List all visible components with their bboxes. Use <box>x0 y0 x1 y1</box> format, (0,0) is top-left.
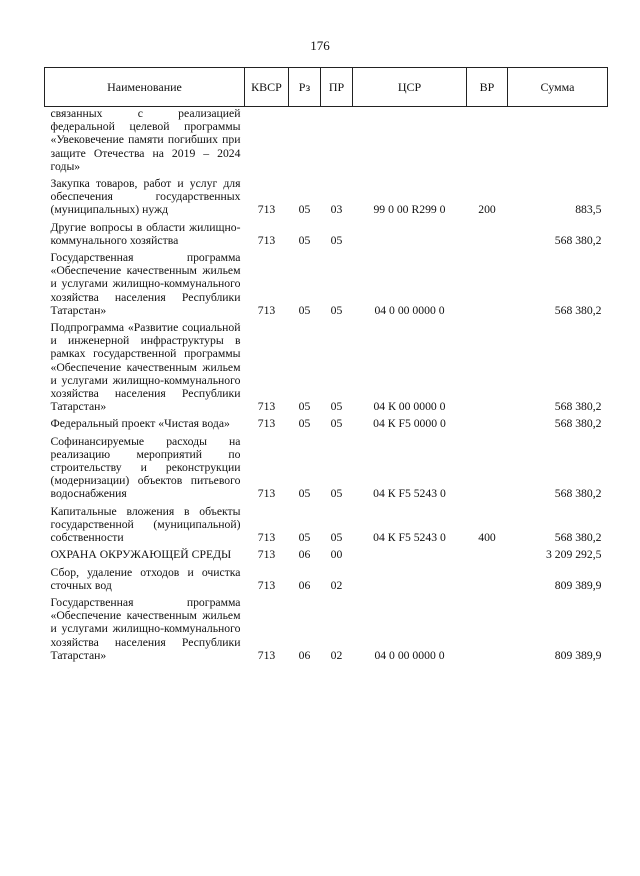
row-vr <box>467 417 508 434</box>
row-vr <box>467 596 508 666</box>
row-vr: 400 <box>478 531 496 545</box>
table-row <box>45 566 608 596</box>
row-sum: 568 380,2 <box>554 400 602 414</box>
row-sum: 568 380,2 <box>554 233 602 247</box>
row-pr: 02 <box>330 578 343 592</box>
row-name: Государственная программа «Обеспечение качественным жильем и услугами жилищно-коммунального хозяйства населения Республики Татарстан» <box>50 595 241 662</box>
row-csr <box>353 566 467 596</box>
table-row <box>45 177 608 221</box>
row-csr: 04 К F5 5243 0 <box>373 487 446 501</box>
row-rz: 06 <box>298 648 311 662</box>
table-row <box>45 221 608 251</box>
row-vr: 200 <box>478 203 496 217</box>
header-pr: ПР <box>321 68 353 107</box>
row-csr: 04 0 00 0000 0 <box>374 303 445 317</box>
header-csr: ЦСР <box>353 68 467 107</box>
row-vr <box>467 321 508 417</box>
row-pr: 03 <box>330 203 343 217</box>
row-kvsr: 713 <box>257 233 276 247</box>
header-vr: ВР <box>467 68 508 107</box>
row-pr: 05 <box>330 400 343 414</box>
row-sum: 3 209 292,5 <box>545 548 602 562</box>
row-vr <box>467 566 508 596</box>
row-name: Государственная программа «Обеспечение качественным жильем и услугами жилищно-коммунального хозяйства населения Республики Татарстан» <box>50 251 241 317</box>
row-rz: 05 <box>298 203 311 217</box>
row-kvsr: 713 <box>257 203 276 217</box>
row-kvsr: 713 <box>257 531 276 545</box>
row-rz: 05 <box>298 487 311 501</box>
header-kvsr: КВСР <box>245 68 289 107</box>
row-name: Закупка товаров, работ и услуг для обеспечения государственных (муниципальных) нужд <box>50 177 241 217</box>
row-csr <box>353 548 467 565</box>
row-sum: 883,5 <box>575 203 602 217</box>
row-kvsr: 713 <box>257 578 276 592</box>
row-name: Капитальные вложения в объекты государственной (муниципальной) собственности <box>50 504 241 545</box>
row-kvsr: 713 <box>257 487 276 501</box>
budget-table <box>44 67 607 666</box>
row-vr <box>467 107 508 178</box>
row-pr: 02 <box>330 648 343 662</box>
row-vr <box>467 548 508 565</box>
row-sum: 809 389,9 <box>554 578 602 592</box>
table-header <box>45 68 608 107</box>
row-name: Федеральный проект «Чистая вода» <box>50 417 230 431</box>
row-sum: 809 389,9 <box>554 648 602 662</box>
row-vr <box>467 435 508 505</box>
row-rz <box>289 107 321 178</box>
row-pr: 05 <box>330 487 343 501</box>
table-row <box>45 505 608 549</box>
row-csr <box>353 221 467 251</box>
header-name: Наименование <box>45 68 245 107</box>
page-number: 176 <box>310 38 330 53</box>
row-csr: 04 К F5 0000 0 <box>373 417 446 431</box>
table-body <box>45 107 608 666</box>
row-pr: 00 <box>330 548 343 562</box>
row-kvsr: 713 <box>257 303 276 317</box>
row-csr: 04 0 00 0000 0 <box>374 648 445 662</box>
row-vr <box>467 221 508 251</box>
table-row <box>45 435 608 505</box>
row-sum: 568 380,2 <box>554 531 602 545</box>
row-sum <box>508 107 608 178</box>
row-kvsr: 713 <box>257 548 276 562</box>
row-pr: 05 <box>330 417 343 431</box>
row-rz: 06 <box>298 578 311 592</box>
row-sum: 568 380,2 <box>554 487 602 501</box>
table-row <box>45 321 608 417</box>
table-row <box>45 548 608 565</box>
row-rz: 05 <box>298 531 311 545</box>
row-csr: 99 0 00 R299 0 <box>373 203 446 217</box>
header-rz: Рз <box>289 68 321 107</box>
row-rz: 05 <box>298 233 311 247</box>
row-rz: 05 <box>298 400 311 414</box>
row-vr <box>467 251 508 321</box>
row-kvsr: 713 <box>257 400 276 414</box>
row-kvsr <box>245 107 289 178</box>
row-name: Подпрограмма «Развитие социальной и инженерной инфраструктуры в рамках государственной программы «Обеспечение качественным жильем и услугами жилищно-коммунального хозяйства населения Республики Татарстан» <box>50 321 241 414</box>
row-csr: 04 К F5 5243 0 <box>373 531 446 545</box>
row-name: связанных с реализацией федеральной целевой программы «Увековечение памяти погибших при защите Отечества на 2019 – 2024 годы» <box>50 107 241 173</box>
row-pr <box>321 107 353 178</box>
header-sum: Сумма <box>508 68 608 107</box>
row-rz: 06 <box>298 548 311 562</box>
row-name: Другие вопросы в области жилищно-коммунального хозяйства <box>50 220 241 247</box>
row-csr <box>353 107 467 178</box>
row-sum: 568 380,2 <box>554 303 602 317</box>
row-pr: 05 <box>330 303 343 317</box>
row-pr: 05 <box>330 233 343 247</box>
row-name: Софинансируемые расходы на реализацию мероприятий по строительству и реконструкции (модернизации) объектов питьевого водоснабжения <box>50 434 241 501</box>
table-row <box>45 596 608 666</box>
row-csr: 04 К 00 0000 0 <box>373 400 446 414</box>
row-name: Сбор, удаление отходов и очистка сточных вод <box>50 565 241 592</box>
table-row <box>45 107 608 178</box>
table-row <box>45 417 608 434</box>
table-row <box>45 251 608 321</box>
row-name: ОХРАНА ОКРУЖАЮЩЕЙ СРЕДЫ <box>50 548 232 562</box>
row-rz: 05 <box>298 417 311 431</box>
row-kvsr: 713 <box>257 648 276 662</box>
row-rz: 05 <box>298 303 311 317</box>
row-sum: 568 380,2 <box>554 417 602 431</box>
row-kvsr: 713 <box>257 417 276 431</box>
row-pr: 05 <box>330 531 343 545</box>
